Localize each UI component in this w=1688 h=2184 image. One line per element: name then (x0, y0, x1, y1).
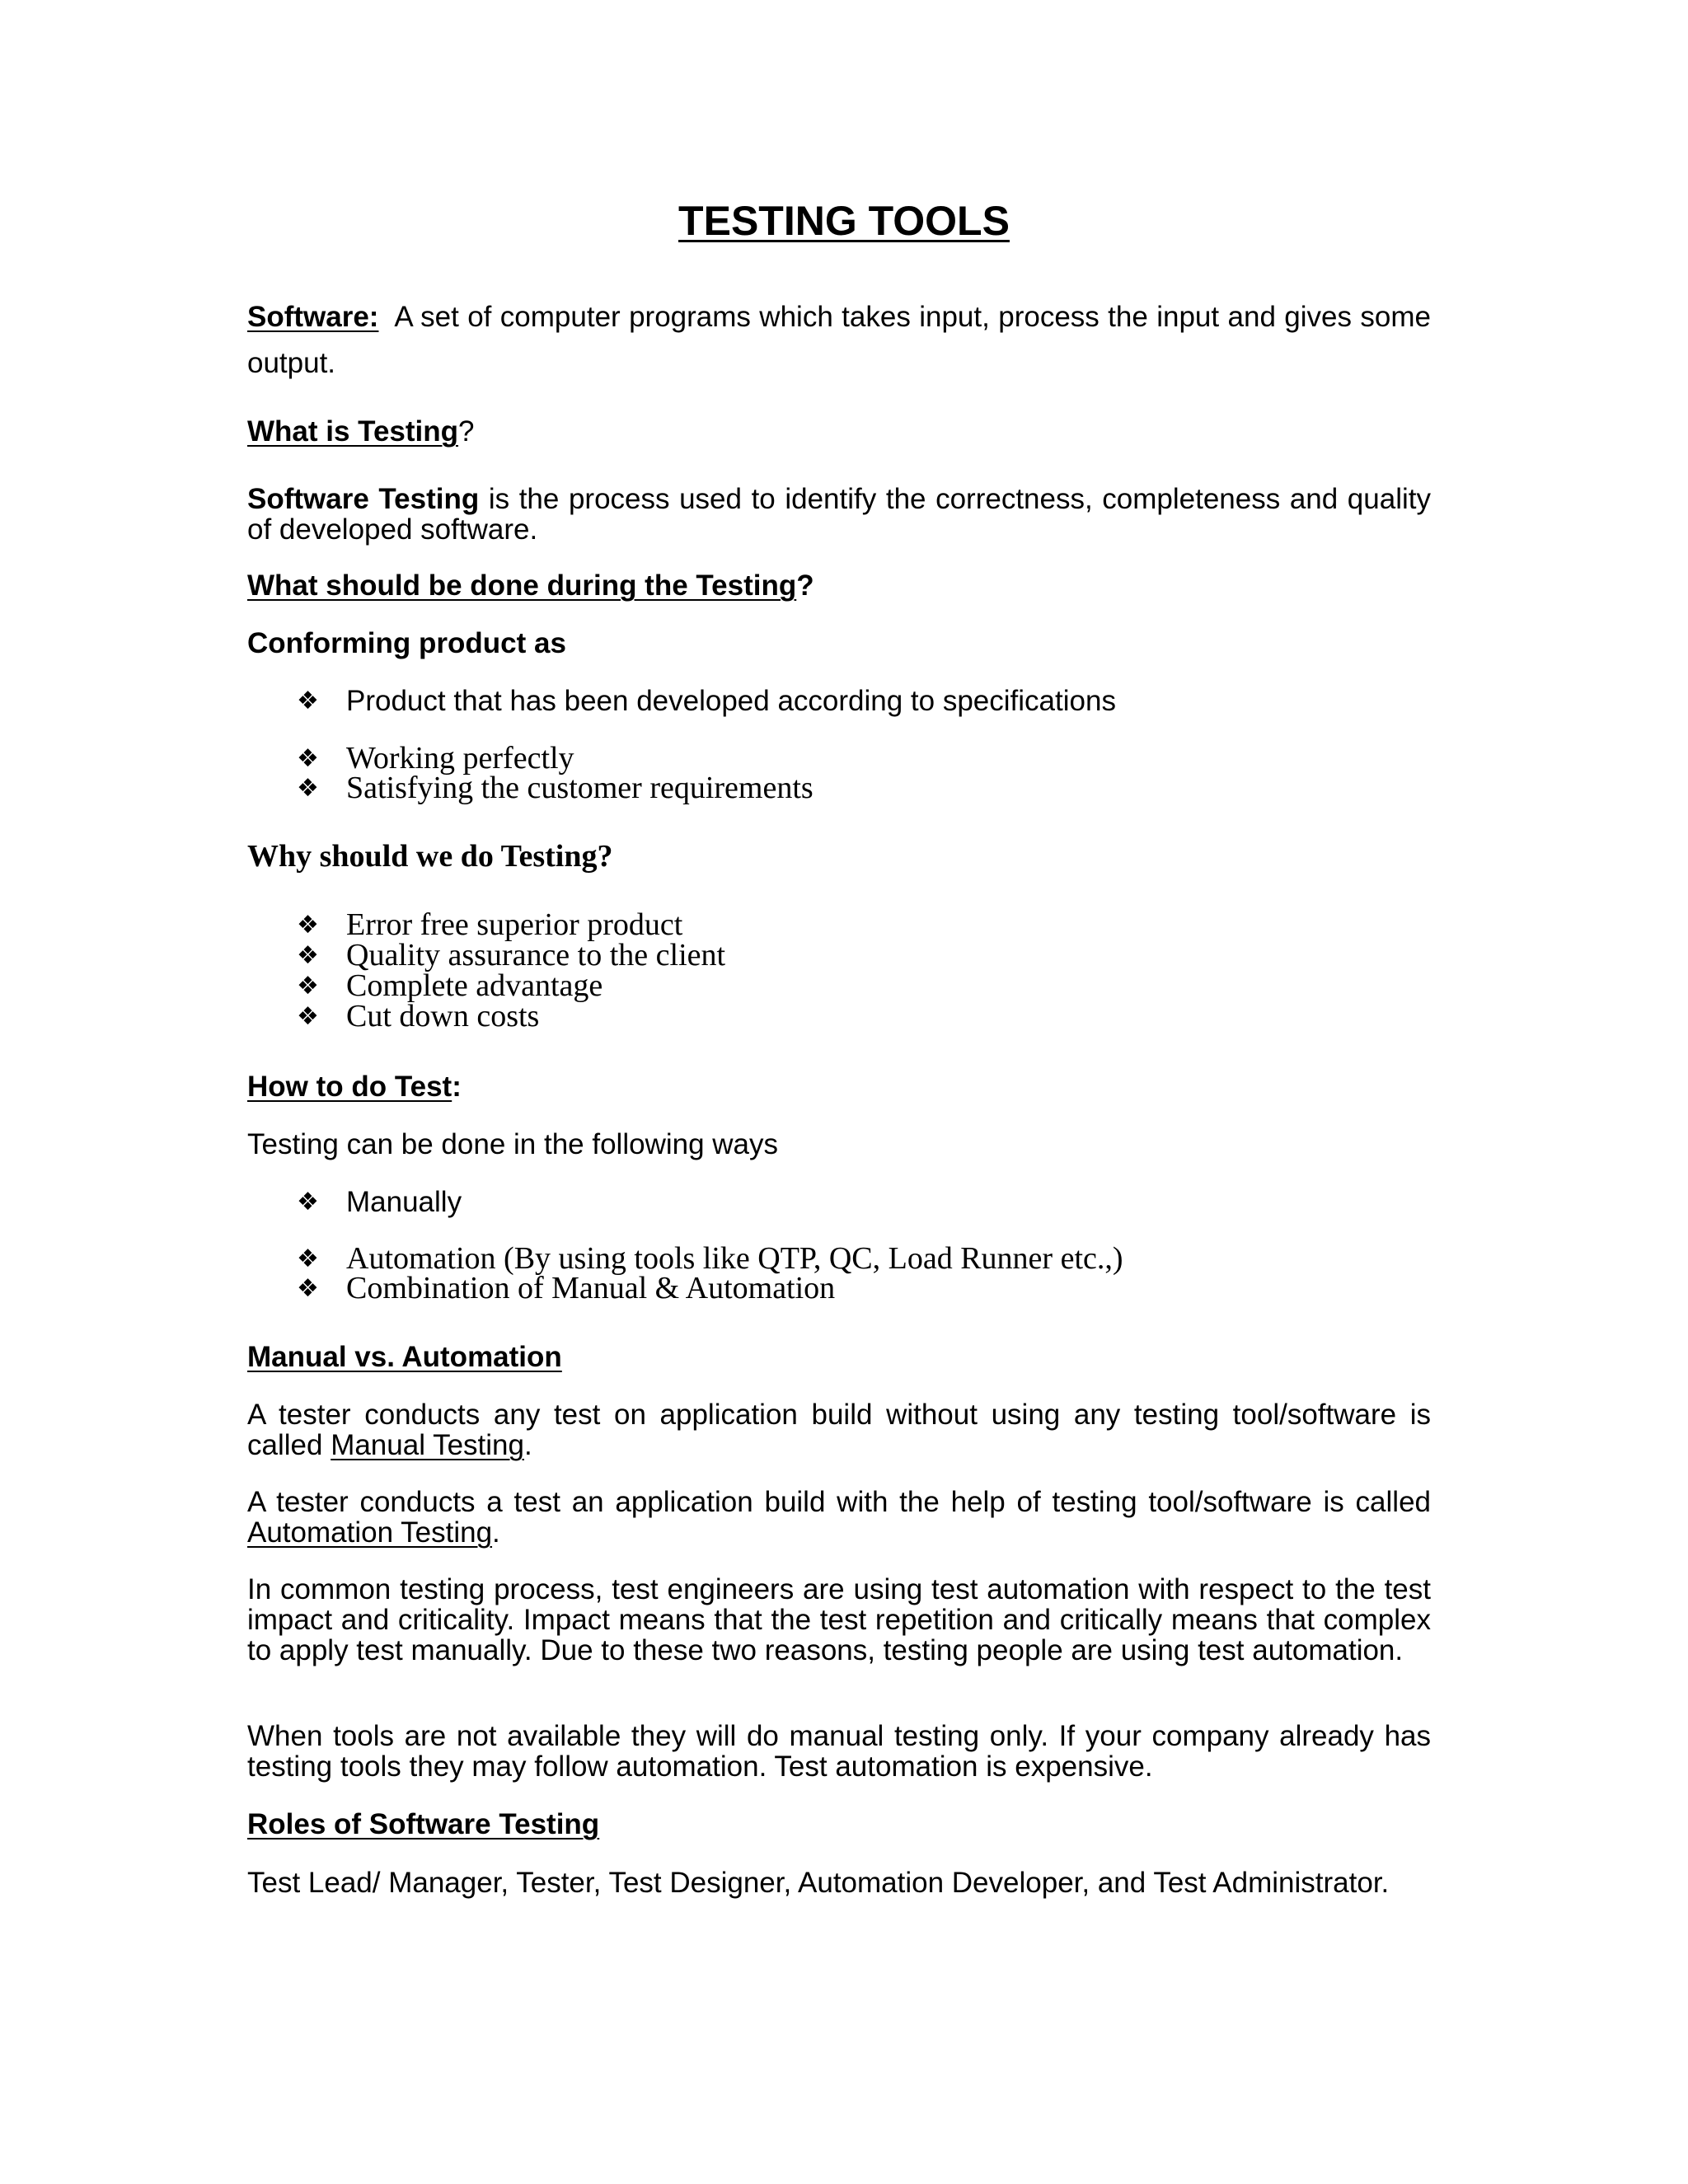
diamond-bullet-icon: ❖ (297, 1188, 319, 1216)
page-title: TESTING TOOLS (678, 198, 1010, 244)
diamond-bullet-icon: ❖ (297, 744, 319, 773)
diamond-bullet-icon: ❖ (297, 972, 319, 1001)
document-page: TESTING TOOLS Software: A set of computer programs which takes input, process the input and gives some output. What is Testing? Software Testing is the process used to identify the correctness, completeness and quality of developed software. What should be done during the Testing? Conforming product as ❖ Product that has been developed according to specifications ❖ Working perfectly ❖ Satisfying the customer requirements Why should we do Testing? ❖ Error free superior product ❖ Quality assurance to the client ❖ Complete advantage ❖ Cut down costs How to do Test: Testing can be done in the following ways ❖ Manually ❖ Automation (By using tools like QTP, QC, Load Runner etc.,) ❖ Combination of Manual & Automation Manual vs. Automation A tester conducts any test on application build without using any testing tool/software is called Manual Testing. A tester conducts a test an application build with the help of testing tool/software is called Automation Testing. In common testing process, test engineers are using test automation with respect to the test impact and criticality. Impact means that the test repetition and critically means that complex to apply test manually. Due to these two reasons, testing people are using test automation. When tools are not available they will do manual testing only. If your company already has testing tools they may follow automation. Test automation is expensive. Roles of Software Testing Test Lead/ Manager, Tester, Test Designer, Automation Developer, and Test Administrator. (0, 0, 1688, 2184)
software-label: Software: (247, 301, 379, 333)
roles-text: Test Lead/ Manager, Tester, Test Designer, Automation Developer, and Test Administrator. (247, 1867, 1390, 1899)
diamond-bullet-icon: ❖ (297, 911, 319, 940)
diamond-bullet-icon: ❖ (297, 774, 319, 803)
how-to-test-mark: : (452, 1071, 462, 1103)
software-testing-definition (247, 484, 1431, 545)
diamond-bullet-icon: ❖ (297, 1002, 319, 1031)
during-testing-mark: ? (796, 569, 814, 602)
software-testing-term: Software Testing (247, 483, 480, 515)
manual-vs-automation-heading: Manual vs. Automation (247, 1341, 562, 1373)
software-text: A set of computer programs which takes input, process the input and gives some output. (247, 301, 1431, 379)
manual-testing-term: Manual Testing (331, 1429, 524, 1461)
diamond-bullet-icon: ❖ (297, 1274, 319, 1303)
software-definition (247, 294, 1431, 387)
how-to-test-heading (247, 1071, 1431, 1102)
diamond-bullet-icon: ❖ (297, 941, 319, 970)
roles-heading: Roles of Software Testing (247, 1808, 600, 1840)
what-is-testing-label: What is Testing (247, 415, 459, 448)
automation-testing-term: Automation Testing (247, 1516, 493, 1549)
what-is-testing-mark: ? (458, 415, 475, 448)
conforming-product-subheading: Conforming product as (247, 627, 566, 659)
what-is-testing-heading (247, 416, 1431, 447)
manual-testing-paragraph: A tester conducts any test on application build without using any testing tool/software is called Manual Testing. (247, 1399, 1431, 1461)
automation-testing-paragraph: A tester conducts a test an application build with the help of testing tool/software is called Automation Testing. (247, 1486, 1431, 1549)
common-testing-paragraph: In common testing process, test engineers are using test automation with respect to the test impact and criticality. Impact means that the test repetition and critically means that complex to apply test manually. Due to these two reasons, testing people are using test automation. (247, 1573, 1431, 1666)
diamond-bullet-icon: ❖ (297, 1244, 319, 1273)
during-testing-label: What should be done during the Testing (247, 569, 797, 602)
how-to-test-label: How to do Test (247, 1071, 452, 1103)
how-to-test-intro: Testing can be done in the following ways (247, 1128, 779, 1160)
why-testing-heading: Why should we do Testing? (247, 839, 613, 874)
diamond-bullet-icon: ❖ (297, 687, 319, 715)
tools-availability-paragraph: When tools are not available they will do manual testing only. If your company already has testing tools they may follow automation. Test automation is expensive. (247, 1720, 1431, 1783)
software-testing-text: is the process used to identify the correctness, completeness and quality of developed software. (247, 483, 1431, 546)
during-testing-heading (247, 570, 1431, 601)
